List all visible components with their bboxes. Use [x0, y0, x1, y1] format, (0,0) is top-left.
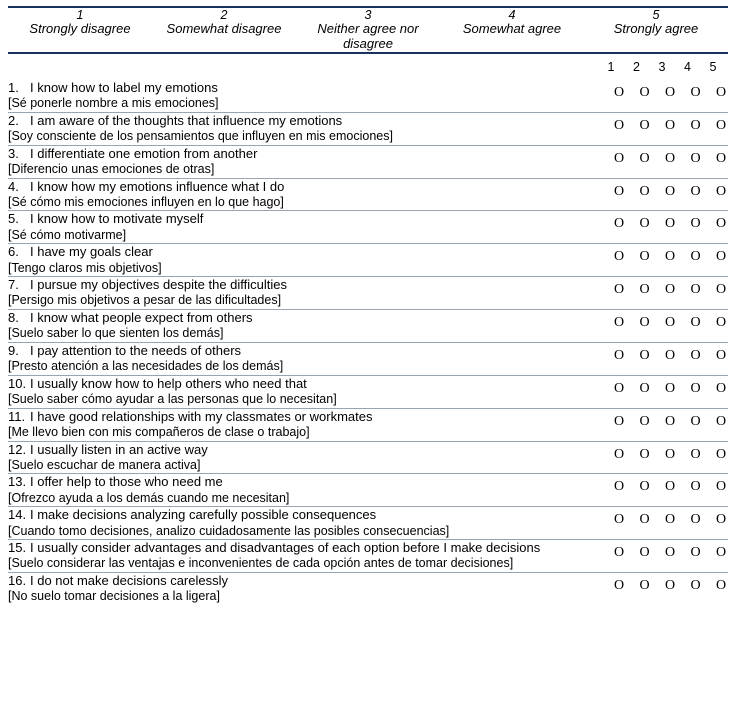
response-col-1: 1 [607, 59, 615, 74]
item-response-cell [600, 277, 728, 310]
response-options [612, 244, 728, 264]
response-col-4: 4 [684, 59, 691, 74]
response-option-5[interactable]: O [715, 183, 727, 199]
item-text-cell [8, 244, 600, 277]
response-option-2[interactable]: O [639, 117, 650, 133]
item-text-cell [8, 375, 600, 408]
response-option-2[interactable]: O [639, 183, 650, 199]
item-text-en [8, 442, 600, 458]
item-index: 11. [8, 408, 26, 424]
response-option-2[interactable]: O [639, 446, 650, 462]
response-option-1[interactable]: O [613, 578, 625, 593]
item-text-cell [8, 277, 600, 310]
item-statement-es: [Cuando tomo decisiones, analizo cuidadosamente las posibles consecuencias] [8, 523, 450, 538]
response-option-5[interactable]: O [715, 512, 727, 528]
questionnaire-sheet [0, 6, 736, 728]
item-index: 5. [8, 211, 19, 227]
response-options [612, 146, 728, 166]
item-response-cell [600, 112, 728, 145]
response-option-5[interactable]: O [715, 413, 727, 429]
scale-point-label: Somewhat disagree [166, 21, 282, 36]
response-option-2[interactable]: O [639, 216, 650, 232]
item-index: 8. [8, 310, 19, 325]
scale-point-label: Neither agree nor disagree [317, 21, 419, 51]
item-response-cell [600, 211, 728, 244]
item-statement-es: [Diferencio unas emociones de otras] [8, 161, 215, 176]
response-option-2[interactable]: O [639, 545, 650, 561]
response-option-2[interactable]: O [639, 413, 650, 429]
response-option-4[interactable]: O [690, 413, 701, 429]
table-row [8, 540, 728, 573]
item-text-en [8, 146, 600, 162]
response-option-1[interactable]: O [613, 380, 625, 396]
scale-point-number: 3 [364, 8, 372, 22]
item-text-en [8, 244, 600, 260]
response-option-1[interactable]: O [613, 150, 625, 166]
response-option-4[interactable]: O [690, 282, 701, 298]
item-statement-es: [Ofrezco ayuda a los demás cuando me necesitan] [8, 490, 290, 505]
item-response-cell [600, 342, 728, 375]
item-statement-es: [Presto atención a las necesidades de los demás] [8, 359, 284, 374]
table-row [8, 474, 728, 507]
response-option-3[interactable]: O [664, 545, 676, 561]
response-option-3[interactable]: O [664, 150, 676, 166]
item-index: 10. [8, 375, 27, 391]
item-statement-es: [Suelo considerar las ventajas e inconvenientes de cada opción antes de tomar decisiones] [8, 556, 514, 571]
table-row [8, 573, 728, 605]
item-index: 2. [8, 112, 19, 128]
item-statement-en: I know what people expect from others [30, 310, 253, 325]
item-statement-en: I pursue my objectives despite the difficulties [30, 277, 288, 293]
scale-point-label: Strongly disagree [29, 21, 131, 36]
item-text-cell [8, 573, 600, 605]
item-response-cell [600, 375, 728, 408]
item-response-cell [600, 441, 728, 474]
response-column-header [8, 54, 728, 80]
response-option-4[interactable]: O [690, 249, 701, 265]
item-index: 1. [8, 79, 19, 95]
item-text-cell [8, 80, 600, 112]
table-row [8, 211, 728, 244]
response-option-3[interactable]: O [664, 84, 676, 100]
item-text-en [8, 343, 600, 359]
item-text-cell [8, 178, 600, 211]
response-option-5[interactable]: O [715, 446, 727, 462]
item-response-cell [600, 540, 728, 573]
item-statement-en: I differentiate one emotion from another [30, 145, 258, 161]
response-option-3[interactable]: O [664, 282, 676, 298]
item-text-cell [8, 408, 600, 441]
response-option-4[interactable]: O [690, 216, 701, 232]
item-text-cell [8, 112, 600, 145]
item-statement-es: [Sé cómo mis emociones influyen en lo que hago] [8, 194, 284, 209]
response-options [612, 573, 728, 593]
response-option-3[interactable]: O [664, 413, 676, 429]
item-statement-es: [Suelo saber cómo ayudar a las personas que lo necesitan] [8, 392, 337, 406]
item-index: 3. [8, 145, 19, 161]
response-option-4[interactable]: O [690, 380, 701, 396]
scale-point-number: 5 [652, 8, 660, 22]
response-option-1[interactable]: O [613, 512, 625, 528]
item-response-cell [600, 408, 728, 441]
item-statement-en: I usually consider advantages and disadvantages of each option before I make decisions [30, 540, 541, 556]
response-option-5[interactable]: O [715, 117, 727, 133]
response-option-2[interactable]: O [639, 512, 650, 528]
item-response-cell [600, 474, 728, 507]
item-text-en [8, 376, 600, 392]
item-statement-es: [Suelo saber lo que sienten los demás] [8, 326, 224, 341]
response-options [612, 343, 728, 363]
response-option-3[interactable]: O [664, 380, 676, 396]
response-option-4[interactable]: O [690, 446, 701, 462]
response-option-3[interactable]: O [664, 479, 676, 495]
response-options [612, 211, 728, 231]
item-statement-en: I know how to label my emotions [30, 79, 218, 95]
response-option-5[interactable]: O [715, 282, 727, 298]
response-column-numbers [604, 60, 720, 74]
response-option-4[interactable]: O [690, 545, 701, 561]
response-option-1[interactable]: O [613, 315, 625, 330]
response-option-5[interactable]: O [715, 479, 727, 495]
response-options [612, 474, 728, 494]
response-col-5: 5 [709, 59, 717, 74]
response-option-4[interactable]: O [690, 578, 701, 593]
scale-legend [8, 8, 728, 52]
table-row [8, 342, 728, 375]
scale-point-label: Strongly agree [613, 21, 699, 36]
response-options [612, 310, 728, 330]
response-option-3[interactable]: O [664, 249, 676, 265]
response-option-5[interactable]: O [715, 347, 727, 363]
item-text-cell [8, 211, 600, 244]
item-text-en [8, 507, 600, 523]
item-statement-es: [Me llevo bien con mis compañeros de clase o trabajo] [8, 424, 310, 439]
item-statement-es: [Sé cómo motivarme] [8, 227, 127, 242]
response-option-3[interactable]: O [664, 183, 676, 199]
response-option-2[interactable]: O [639, 479, 650, 495]
response-option-2[interactable]: O [639, 347, 650, 363]
response-option-4[interactable]: O [690, 84, 701, 100]
items-body [8, 80, 728, 605]
item-text-en [8, 573, 600, 589]
item-statement-es: [Soy consciente de los pensamientos que influyen en mis emociones] [8, 129, 393, 143]
response-option-5[interactable]: O [715, 380, 727, 396]
response-option-3[interactable]: O [664, 216, 676, 232]
response-option-1[interactable]: O [613, 84, 625, 100]
response-option-4[interactable]: O [690, 479, 701, 495]
scale-point-number: 4 [508, 8, 516, 22]
item-statement-es: [Tengo claros mis objetivos] [8, 260, 162, 275]
item-statement-es: [Suelo escuchar de manera activa] [8, 457, 201, 472]
item-text-cell [8, 441, 600, 474]
item-response-cell [600, 244, 728, 277]
items-table [8, 80, 728, 605]
response-option-1[interactable]: O [613, 413, 625, 429]
item-response-cell [600, 80, 728, 112]
table-row [8, 375, 728, 408]
response-options [612, 277, 728, 297]
response-options [612, 113, 728, 133]
response-option-1[interactable]: O [613, 479, 625, 495]
scale-numbers-row [8, 8, 728, 22]
response-option-4[interactable]: O [690, 347, 701, 363]
response-option-4[interactable]: O [690, 512, 701, 528]
response-options [612, 80, 728, 100]
response-options [612, 179, 728, 199]
item-text-cell [8, 310, 600, 343]
item-index: 13. [8, 474, 27, 490]
item-response-cell [600, 178, 728, 211]
item-statement-en: I make decisions analyzing carefully possible consequences [30, 507, 377, 523]
response-option-1[interactable]: O [613, 282, 625, 298]
item-text-en [8, 179, 600, 195]
item-statement-en: I usually know how to help others who need that [30, 375, 307, 391]
scale-point-label: Somewhat agree [462, 21, 562, 36]
item-index: 4. [8, 178, 19, 194]
response-option-1[interactable]: O [613, 117, 625, 133]
response-option-4[interactable]: O [690, 315, 701, 330]
response-option-3[interactable]: O [664, 512, 676, 528]
response-option-1[interactable]: O [613, 216, 625, 232]
item-text-cell [8, 540, 600, 573]
item-text-en [8, 113, 600, 129]
table-row [8, 310, 728, 343]
table-row [8, 277, 728, 310]
item-statement-en: I know how my emotions influence what I do [30, 178, 285, 194]
response-option-2[interactable]: O [639, 84, 650, 100]
item-text-en [8, 211, 600, 227]
item-text-en [8, 80, 600, 96]
response-option-3[interactable]: O [664, 117, 676, 133]
item-statement-en: I am aware of the thoughts that influence my emotions [30, 112, 343, 128]
item-text-cell [8, 145, 600, 178]
scale-labels-row [8, 22, 728, 52]
response-option-3[interactable]: O [664, 315, 676, 330]
item-text-en [8, 310, 600, 326]
response-option-3[interactable]: O [664, 347, 676, 363]
item-statement-en: I have my goals clear [30, 244, 153, 260]
item-response-cell [600, 573, 728, 605]
item-text-en [8, 277, 600, 293]
response-option-2[interactable]: O [639, 249, 650, 265]
response-option-5[interactable]: O [715, 315, 727, 330]
item-index: 14. [8, 507, 27, 523]
item-text-cell [8, 507, 600, 540]
item-statement-en: I pay attention to the needs of others [30, 342, 242, 358]
item-text-en [8, 409, 600, 425]
item-statement-es: [No suelo tomar decisiones a la ligera] [8, 589, 220, 604]
response-options [612, 442, 728, 462]
response-option-2[interactable]: O [639, 578, 650, 593]
response-col-2: 2 [633, 59, 640, 74]
item-response-cell [600, 507, 728, 540]
item-text-en [8, 540, 600, 556]
response-option-5[interactable]: O [715, 216, 727, 232]
item-index: 16. [8, 573, 27, 588]
scale-point-number: 2 [220, 8, 228, 22]
response-option-5[interactable]: O [715, 249, 727, 265]
item-text-en [8, 474, 600, 490]
response-option-2[interactable]: O [639, 380, 650, 396]
item-index: 7. [8, 277, 19, 293]
item-response-cell [600, 310, 728, 343]
response-option-1[interactable]: O [613, 446, 625, 462]
item-index: 6. [8, 244, 19, 260]
response-option-4[interactable]: O [690, 117, 701, 133]
item-statement-en: I offer help to those who need me [30, 474, 223, 490]
table-row [8, 244, 728, 277]
response-col-3: 3 [658, 59, 666, 74]
table-row [8, 145, 728, 178]
table-row [8, 80, 728, 112]
response-option-1[interactable]: O [613, 347, 625, 363]
response-option-5[interactable]: O [715, 150, 727, 166]
item-text-cell [8, 474, 600, 507]
response-option-2[interactable]: O [639, 150, 650, 166]
item-index: 9. [8, 342, 19, 358]
response-option-1[interactable]: O [613, 183, 625, 199]
item-statement-en: I do not make decisions carelessly [30, 573, 228, 588]
table-row [8, 507, 728, 540]
item-statement-en: I usually listen in an active way [30, 441, 208, 457]
response-option-1[interactable]: O [613, 249, 625, 265]
item-statement-es: [Persigo mis objetivos a pesar de las dificultades] [8, 293, 282, 308]
response-option-5[interactable]: O [715, 578, 727, 593]
table-row [8, 441, 728, 474]
item-text-cell [8, 342, 600, 375]
response-option-3[interactable]: O [664, 446, 676, 462]
table-row [8, 112, 728, 145]
item-statement-es: [Sé ponerle nombre a mis emociones] [8, 96, 219, 111]
table-row [8, 408, 728, 441]
response-option-5[interactable]: O [715, 84, 727, 100]
item-index: 15. [8, 540, 27, 556]
response-option-5[interactable]: O [715, 545, 727, 561]
response-options [612, 540, 728, 560]
response-option-4[interactable]: O [690, 183, 701, 199]
response-options [612, 507, 728, 527]
response-option-2[interactable]: O [639, 282, 650, 298]
response-option-1[interactable]: O [613, 545, 625, 561]
item-statement-en: I have good relationships with my classmates or workmates [30, 408, 373, 424]
response-options [612, 409, 728, 429]
item-index: 12. [8, 441, 27, 457]
response-option-2[interactable]: O [639, 315, 650, 330]
item-statement-en: I know how to motivate myself [30, 211, 204, 227]
response-option-4[interactable]: O [690, 150, 701, 166]
response-options [612, 376, 728, 396]
item-response-cell [600, 145, 728, 178]
table-row [8, 178, 728, 211]
response-option-3[interactable]: O [664, 578, 676, 593]
scale-point-number: 1 [76, 8, 84, 22]
